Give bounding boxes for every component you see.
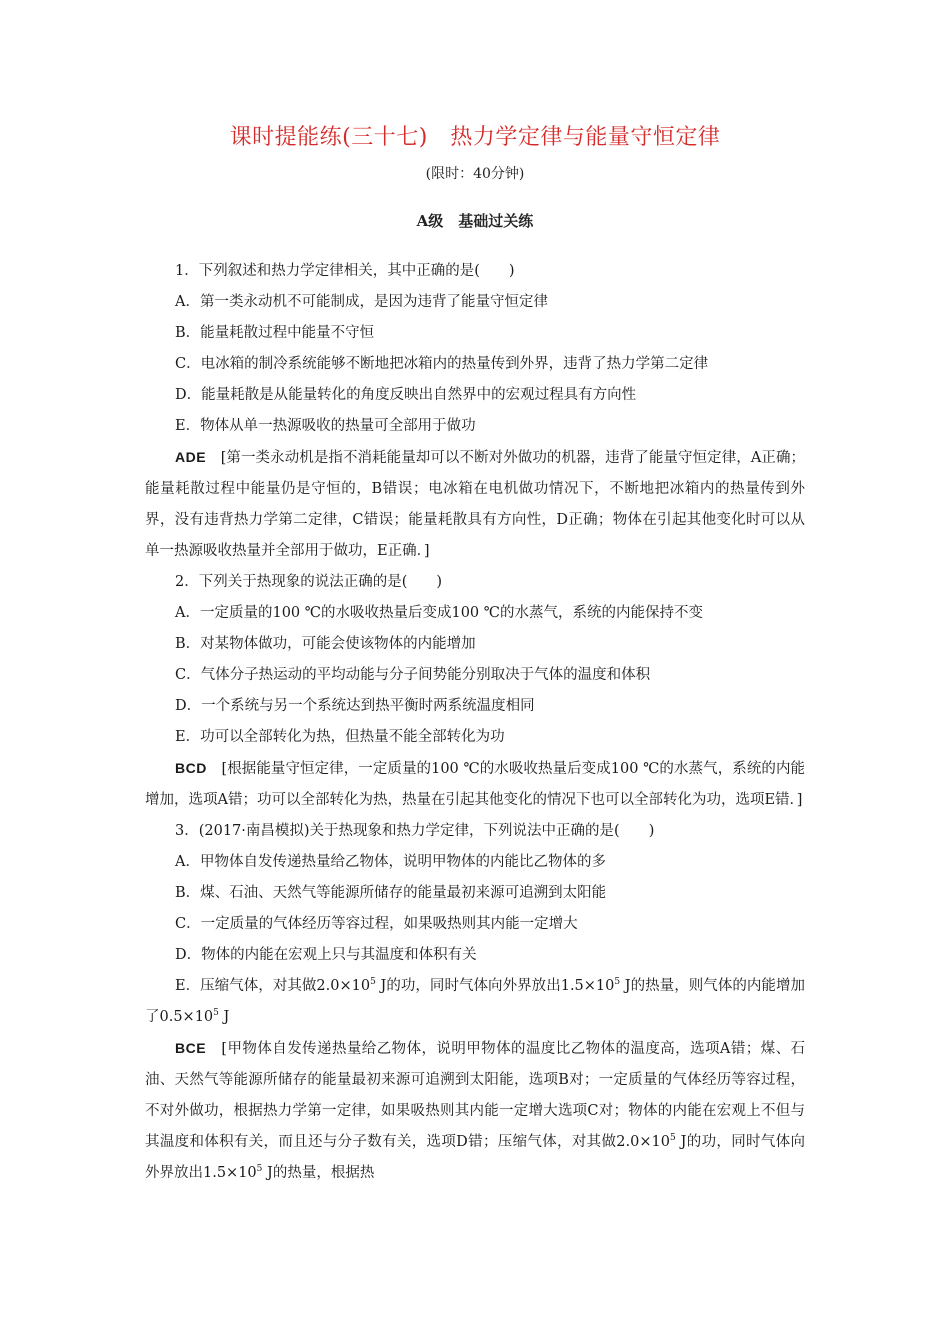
question-option-e	[145, 971, 805, 1033]
question-option: D．能量耗散是从能量转化的角度反映出自然界中的宏观过程具有方向性	[175, 387, 637, 403]
answer-text: [甲物体自发传递热量给乙物体，说明甲物体的温度比乙物体的温度高，选项A错；煤、石油、天然气等能源所储存的能量最初来源可追溯到太阳能，选项B对；一定质量的气体经历等容过程，不对外做功，根据热力学第一定律，如果吸热则其内能一定增大选项C对；物体的内能在宏观上不但与其温度和体积有关，而且还与分子数有关，选项D错；压缩气体，对其做2.0×10	[145, 1041, 806, 1150]
question-option: C．一定质量的气体经历等容过程，如果吸热则其内能一定增大	[175, 916, 578, 932]
question-option: A．第一类永动机不可能制成，是因为违背了能量守恒定律	[175, 294, 548, 310]
option-e-text: E．压缩气体，对其做2.0×10	[175, 978, 371, 994]
exponent: 5	[256, 1164, 263, 1175]
question-option: A．甲物体自发传递热量给乙物体，说明甲物体的内能比乙物体的多	[175, 854, 606, 870]
answer-text: J的功，同时气体向外界放出1.5×10	[145, 1134, 805, 1181]
question-option: D．物体的内能在宏观上只与其温度和体积有关	[175, 947, 477, 963]
option-e-text: J的功，同时气体向外界放出1.5×10	[375, 978, 615, 994]
answer-explanation	[145, 1033, 805, 1189]
question-option: B．对某物体做功，可能会使该物体的内能增加	[175, 636, 476, 652]
answer-key: BCE	[175, 1040, 207, 1056]
question-option: B．能量耗散过程中能量不守恒	[175, 325, 375, 341]
answer-text: [第一类永动机是指不消耗能量却可以不断对外做功的机器，违背了能量守恒定律，A正确；能量耗散过程中能量仍是守恒的，B错误；电冰箱在电机做功情况下，不断地把冰箱内的热量传到外界，没有违背热力学第二定律，C错误；能量耗散具有方向性，D正确；物体在引起其他变化时可以从单一热源吸收热量并全部用于做功，E正确．]	[145, 450, 806, 559]
exponent: 5	[614, 977, 621, 988]
question-option: A．一定质量的100 ℃的水吸收热量后变成100 ℃的水蒸气，系统的内能保持不变	[175, 605, 703, 621]
question-option: E．物体从单一热源吸收的热量可全部用于做功	[175, 418, 476, 434]
answer-explanation	[145, 442, 805, 567]
option-e-text: J的热量，则气体的内能增加了0.5×10	[145, 978, 805, 1025]
page-title: 课时提能练(三十七) 热力学定律与能量守恒定律	[229, 125, 721, 150]
question-stem: 1．下列叙述和热力学定律相关，其中正确的是( )	[175, 263, 515, 279]
answer-text: J的热量，根据热	[262, 1165, 375, 1181]
question-option: D．一个系统与另一个系统达到热平衡时两系统温度相同	[175, 698, 535, 714]
question-stem: 3．(2017·南昌模拟)关于热现象和热力学定律，下列说法中正确的是( )	[175, 823, 655, 839]
question-option: C．气体分子热运动的平均动能与分子间势能分别取决于气体的温度和体积	[175, 667, 651, 683]
exponent: 5	[213, 1008, 219, 1019]
question-content	[145, 256, 805, 1189]
section-heading: A级 基础过关练	[416, 212, 534, 230]
question-stem: 2．下列关于热现象的说法正确的是( )	[175, 574, 443, 590]
answer-text: [根据能量守恒定律，一定质量的100 ℃的水吸收热量后变成100 ℃的水蒸气，系统的内能增加，选项A错；功可以全部转化为热，热量在引起其他变化的情况下也可以全部转化为功，选项E错．]	[145, 761, 806, 808]
exponent: 5	[370, 977, 376, 988]
question-option: B．煤、石油、天然气等能源所储存的能量最初来源可追溯到太阳能	[175, 885, 607, 901]
answer-key: BCD	[175, 760, 207, 776]
answer-explanation	[145, 753, 805, 816]
answer-key: ADE	[175, 449, 207, 465]
time-limit: (限时：40分钟)	[425, 166, 525, 182]
question-option: C．电冰箱的制冷系统能够不断地把冰箱内的热量传到外界，违背了热力学第二定律	[175, 356, 709, 372]
exponent: 5	[669, 1133, 676, 1144]
option-e-text: J	[218, 1009, 230, 1025]
question-option: E．功可以全部转化为热，但热量不能全部转化为功	[175, 729, 505, 745]
